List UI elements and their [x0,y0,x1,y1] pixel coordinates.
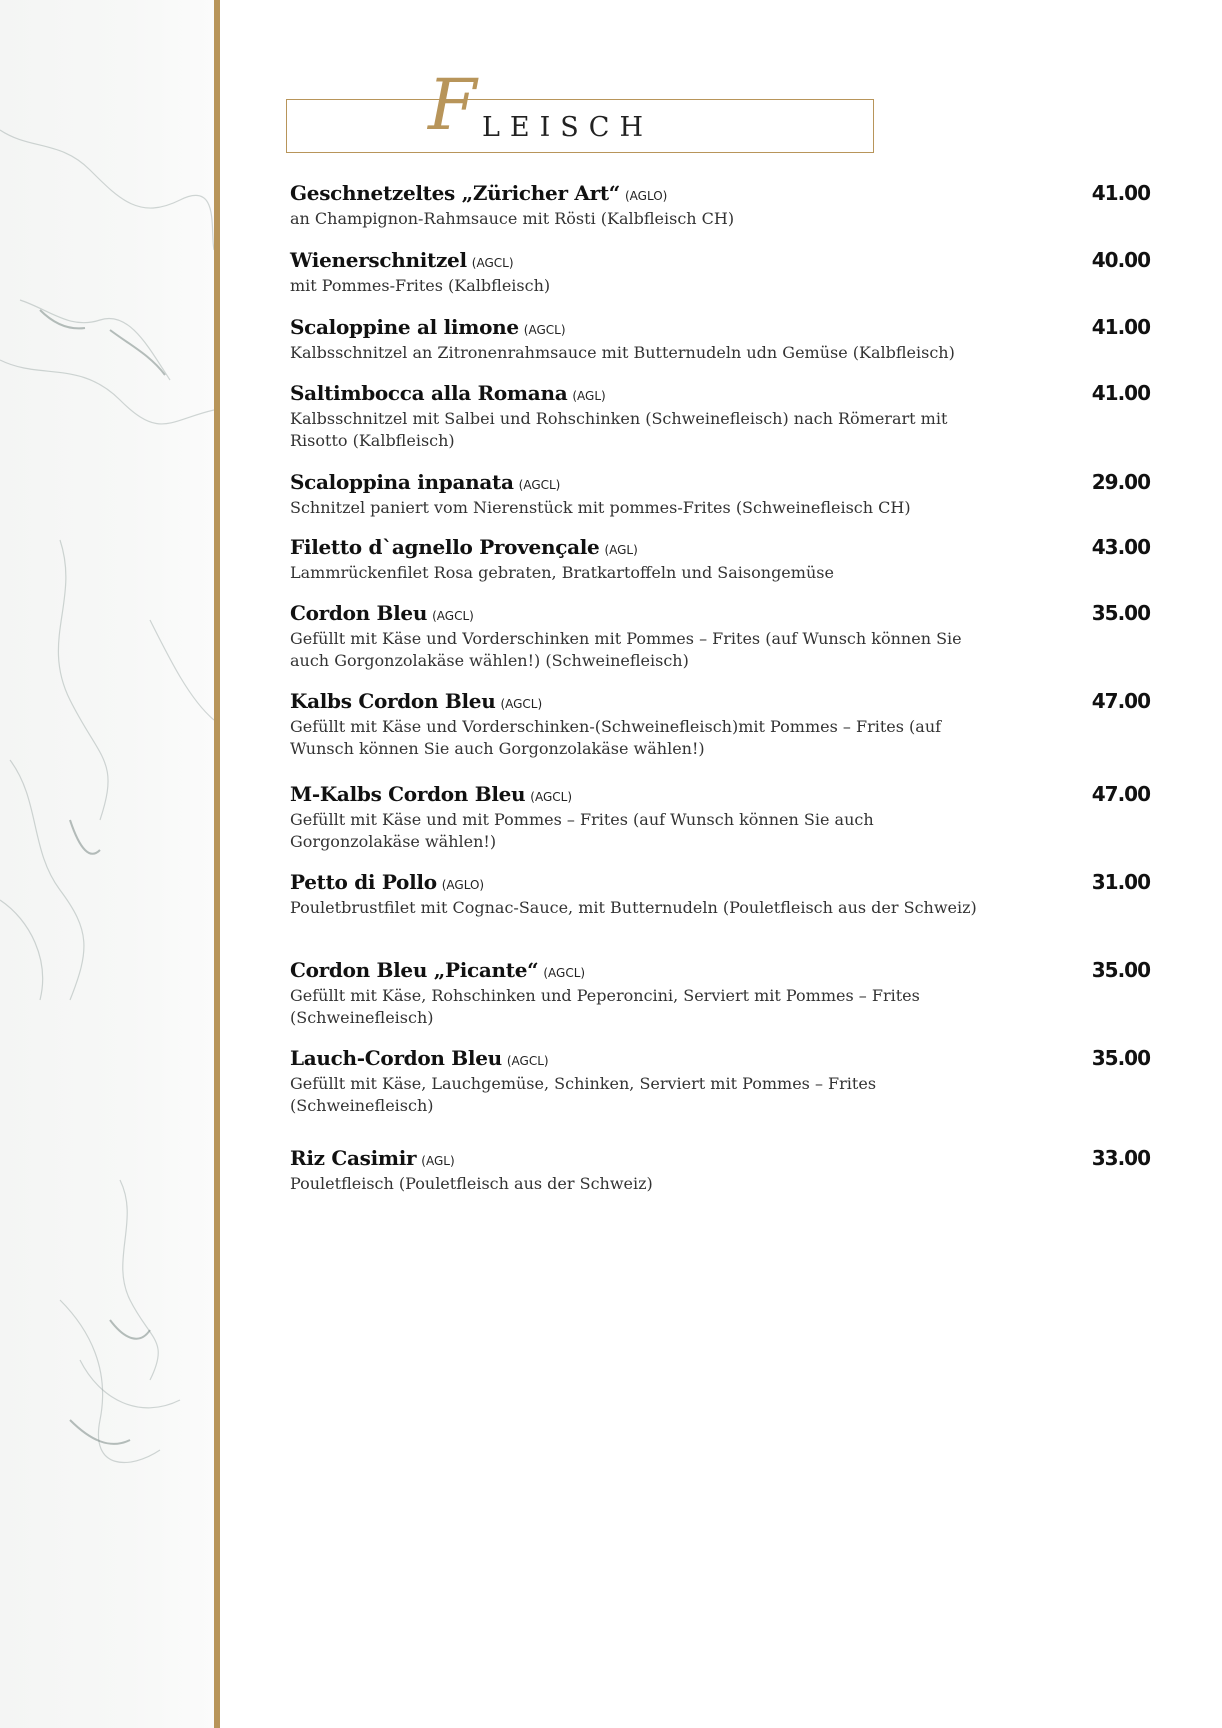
dish-price: 41.00 [1091,181,1150,205]
dish-name: Scaloppine al limone (AGCL) [290,315,566,339]
dish-name: Wienerschnitzel (AGCL) [290,248,514,272]
allergen-code: (AGL) [572,389,606,403]
allergen-code: (AGLO) [441,878,485,892]
menu-item [290,958,1150,1029]
menu-item [290,1146,1150,1195]
dish-name: Geschnetzeltes „Züricher Art“ (AGLO) [290,181,668,205]
dish-description: Pouletfleisch (Pouletfleisch aus der Schweiz) [290,1174,653,1193]
section-title: LEISCH [482,112,654,143]
dish-description: Lammrückenfilet Rosa gebraten, Bratkartoffeln und Saisongemüse [290,563,834,582]
allergen-code: (AGCL) [530,790,573,804]
dish-name: Cordon Bleu (AGCL) [290,601,474,625]
allergen-code: (AGL) [604,543,638,557]
dish-price: 40.00 [1091,248,1150,272]
allergen-code: (AGL) [421,1154,455,1168]
dish-price: 31.00 [1091,870,1150,894]
dish-price: 35.00 [1091,1046,1150,1070]
menu-item [290,315,1150,364]
menu-item [290,470,1150,519]
allergen-code: (AGCL) [518,478,561,492]
menu-item [290,535,1150,584]
dish-description: Pouletbrustfilet mit Cognac-Sauce, mit Butternudeln (Pouletfleisch aus der Schweiz) [290,898,977,917]
dish-description: Gefüllt mit Käse und Vorderschinken mit Pommes – Frites (auf Wunsch können Sie auch Gorgonzolakäse wählen!) (Schweinefleisch) [290,629,962,670]
menu-item [290,601,1150,672]
menu-item [290,248,1150,297]
allergen-code: (AGCL) [506,1054,549,1068]
section-title-initial: F [428,64,477,146]
dish-description: Gefüllt mit Käse, Lauchgemüse, Schinken, Serviert mit Pommes – Frites (Schweinefleisch) [290,1074,877,1115]
menu-item [290,1046,1150,1117]
dish-price: 29.00 [1091,470,1150,494]
marble-veins [0,0,214,1728]
menu-item [290,381,1150,452]
allergen-code: (AGCL) [500,697,543,711]
allergen-code: (AGCL) [471,256,514,270]
allergen-code: (AGLO) [624,189,668,203]
dish-description: Schnitzel paniert vom Nierenstück mit pommes-Frites (Schweinefleisch CH) [290,498,911,517]
dish-name: Cordon Bleu „Picante“ (AGCL) [290,958,586,982]
dish-description: Kalbsschnitzel an Zitronenrahmsauce mit Butternudeln udn Gemüse (Kalbfleisch) [290,343,955,362]
dish-description: Gefüllt mit Käse, Rohschinken und Peperoncini, Serviert mit Pommes – Frites (Schweinefleisch) [290,986,920,1027]
dish-name: Lauch-Cordon Bleu (AGCL) [290,1046,549,1070]
allergen-code: (AGCL) [543,966,586,980]
dish-name: Riz Casimir (AGL) [290,1146,455,1170]
dish-name: Saltimbocca alla Romana (AGL) [290,381,606,405]
dish-name: M-Kalbs Cordon Bleu (AGCL) [290,782,573,806]
allergen-code: (AGCL) [523,323,566,337]
dish-description: mit Pommes-Frites (Kalbfleisch) [290,276,551,295]
dish-price: 47.00 [1091,689,1150,713]
dish-description: an Champignon-Rahmsauce mit Rösti (Kalbfleisch CH) [290,209,735,228]
dish-price: 35.00 [1091,958,1150,982]
dish-price: 41.00 [1091,381,1150,405]
dish-price: 33.00 [1091,1146,1150,1170]
menu-item [290,689,1150,760]
gold-divider-line [214,0,220,1728]
allergen-code: (AGCL) [432,609,474,623]
dish-price: 41.00 [1091,315,1150,339]
menu-item [290,181,1150,230]
dish-name: Scaloppina inpanata (AGCL) [290,470,561,494]
dish-name: Filetto d`agnello Provençale (AGL) [290,535,638,559]
dish-description: Gefüllt mit Käse und mit Pommes – Frites (auf Wunsch können Sie auch Gorgonzolakäse wählen!) [290,810,874,851]
menu-item [290,782,1150,853]
dish-price: 47.00 [1091,782,1150,806]
dish-price: 43.00 [1091,535,1150,559]
dish-name: Petto di Pollo (AGLO) [290,870,485,894]
dish-description: Kalbsschnitzel mit Salbei und Rohschinken (Schweinefleisch) nach Römerart mit Risotto (Kalbfleisch) [290,409,948,450]
dish-price: 35.00 [1091,601,1150,625]
menu-item [290,870,1150,919]
dish-name: Kalbs Cordon Bleu (AGCL) [290,689,543,713]
dish-description: Gefüllt mit Käse und Vorderschinken-(Schweinefleisch)mit Pommes – Frites (auf Wunsch können Sie auch Gorgonzolakäse wählen!) [290,717,942,758]
marble-background [0,0,214,1728]
